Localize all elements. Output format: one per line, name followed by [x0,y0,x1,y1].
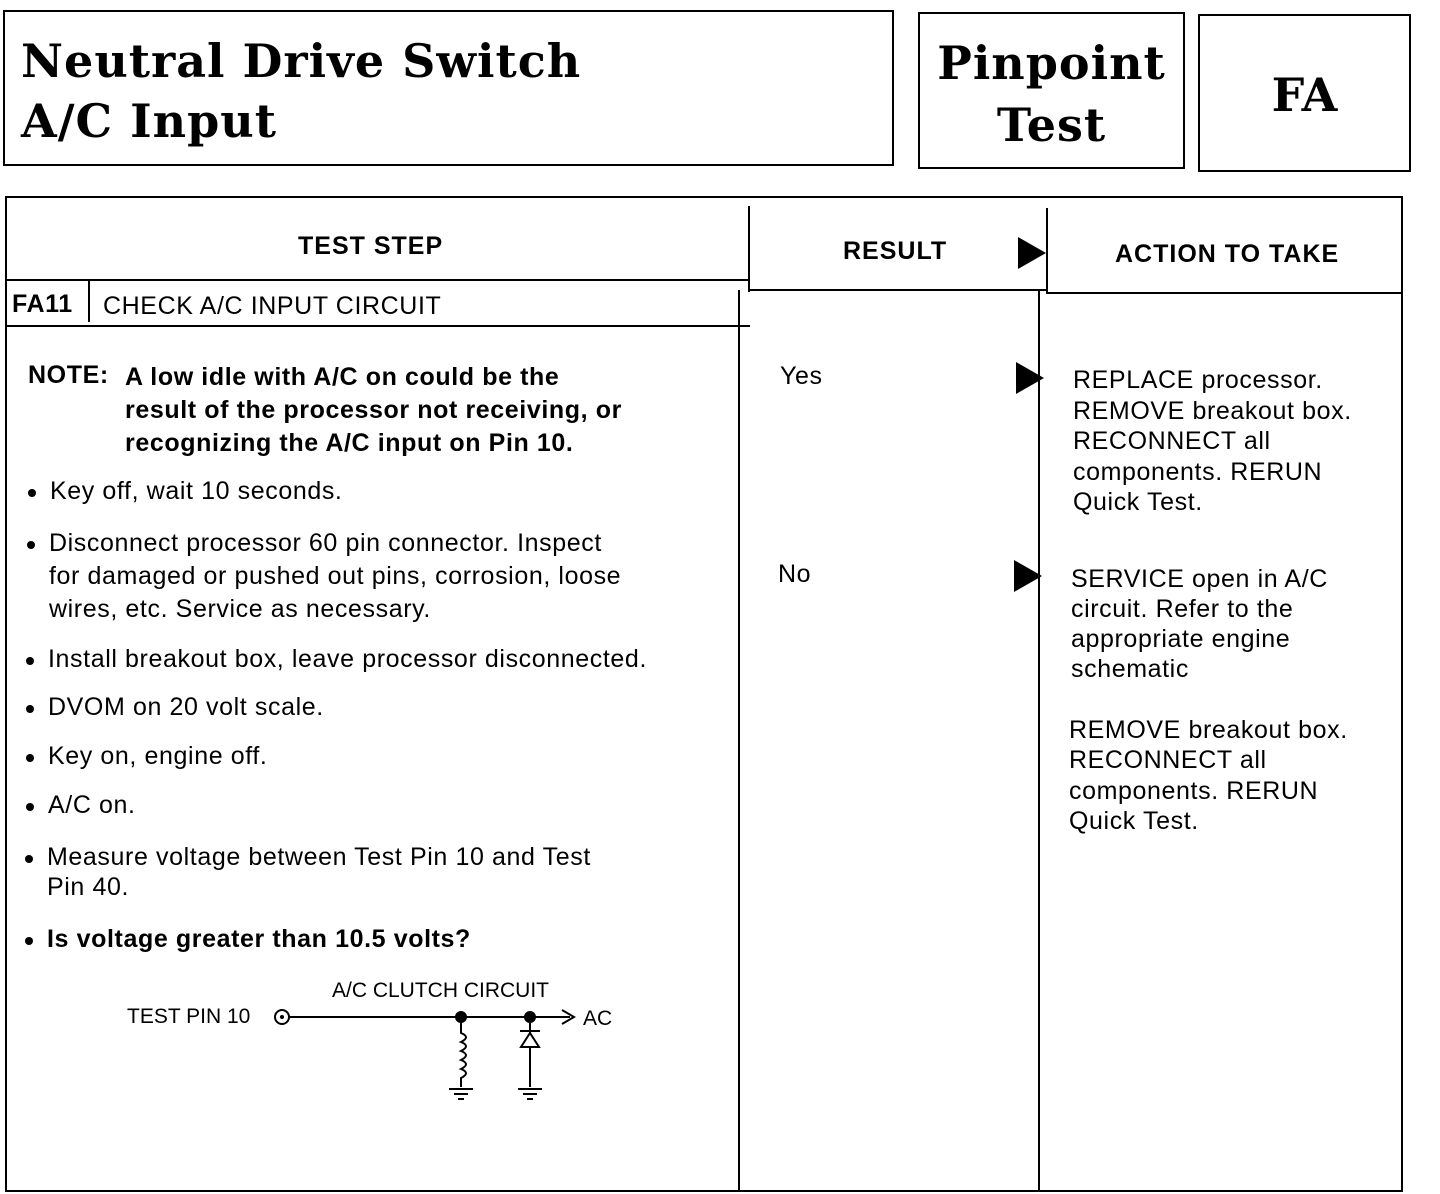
bullet-text: A/C on. [48,791,136,819]
action-no-line-8: Quick Test. [1069,807,1199,835]
column-header-action: ACTION TO TAKE [1115,240,1340,268]
action-no-line-2: circuit. Refer to the [1071,595,1294,623]
note-line-1: A low idle with A/C on could be the [125,363,560,391]
bullet-text: DVOM on 20 volt scale. [48,693,324,721]
result-yes-arrow-icon [1016,362,1044,394]
ac-clutch-schematic [120,975,640,1115]
doc-type-line-1: Pinpoint [937,36,1166,90]
column-divider-2 [1046,208,1048,292]
question-text: Is voltage greater than 10.5 volts? [47,925,471,953]
step-title-rule [5,325,750,327]
schematic-test-pin-label: TEST PIN 10 [127,1005,251,1028]
bullet-icon [26,657,34,665]
junction-dot [455,1011,467,1023]
bullet-text-line-2: for damaged or pushed out pins, corrosion, loose [49,562,622,590]
bullet-text-line-1: Disconnect processor 60 pin connector. Inspect [49,529,602,557]
action-yes-line-3: RECONNECT all [1073,427,1271,455]
action-no-line-1: SERVICE open in A/C [1071,565,1328,593]
test-code: FA [1271,68,1338,122]
junction-dot [524,1011,536,1023]
action-yes-line-5: Quick Test. [1073,488,1203,516]
action-no-line-3: appropriate engine [1071,625,1291,653]
header-rule-action [1046,292,1403,294]
note-line-2: result of the processor not receiving, or [125,396,622,424]
result-header-arrow-icon [1018,237,1046,269]
note-line-3: recognizing the A/C input on Pin 10. [125,429,574,457]
doc-type-line-2: Test [996,98,1107,152]
step-id: FA11 [12,290,73,318]
test-code-box [1198,14,1411,172]
action-no-line-7: components. RERUN [1069,777,1319,805]
schematic-ac-label: AC [583,1007,613,1030]
bullet-text-line-2: Pin 40. [47,873,130,901]
column-divider-2-lower [1038,290,1040,1192]
clutch-coil-icon [461,1023,466,1087]
action-no-line-5: REMOVE breakout box. [1069,716,1348,744]
column-divider-1-lower [738,290,740,1192]
header-rule-result [748,289,1048,291]
schematic-title: A/C CLUTCH CIRCUIT [332,979,550,1002]
column-header-test-step: TEST STEP [298,232,444,260]
bullet-icon [26,803,34,811]
doc-type-box [918,12,1185,169]
bullet-text: Key on, engine off. [48,742,268,770]
title-box [3,10,894,166]
bullet-icon [25,937,33,945]
result-no: No [778,560,812,588]
header-rule-test-step [5,279,750,281]
bullet-icon [28,489,36,497]
bullet-icon [26,705,34,713]
result-no-arrow-icon [1014,560,1042,592]
bullet-text-line-3: wires, etc. Service as necessary. [49,595,431,623]
note-label: NOTE: [28,361,109,389]
test-pin-terminal-dot [280,1015,284,1019]
action-no-line-4: schematic [1071,655,1189,683]
action-no-line-6: RECONNECT all [1069,746,1267,774]
action-yes-line-4: components. RERUN [1073,458,1323,486]
step-id-divider [88,280,90,322]
column-header-result: RESULT [843,237,948,265]
bullet-text: Install breakout box, leave processor disconnected. [48,645,647,673]
result-yes: Yes [780,362,823,390]
bullet-text-line-1: Measure voltage between Test Pin 10 and Test [47,843,591,871]
bullet-icon [27,541,35,549]
step-title: CHECK A/C INPUT CIRCUIT [103,292,442,320]
action-yes-line-2: REMOVE breakout box. [1073,397,1352,425]
bullet-icon [25,855,33,863]
page-title-line-2: A/C Input [21,94,277,148]
bullet-text: Key off, wait 10 seconds. [50,477,343,505]
bullet-icon [26,754,34,762]
diode-icon [521,1033,539,1047]
page-title-line-1: Neutral Drive Switch [21,34,582,88]
action-yes-line-1: REPLACE processor. [1073,366,1323,394]
